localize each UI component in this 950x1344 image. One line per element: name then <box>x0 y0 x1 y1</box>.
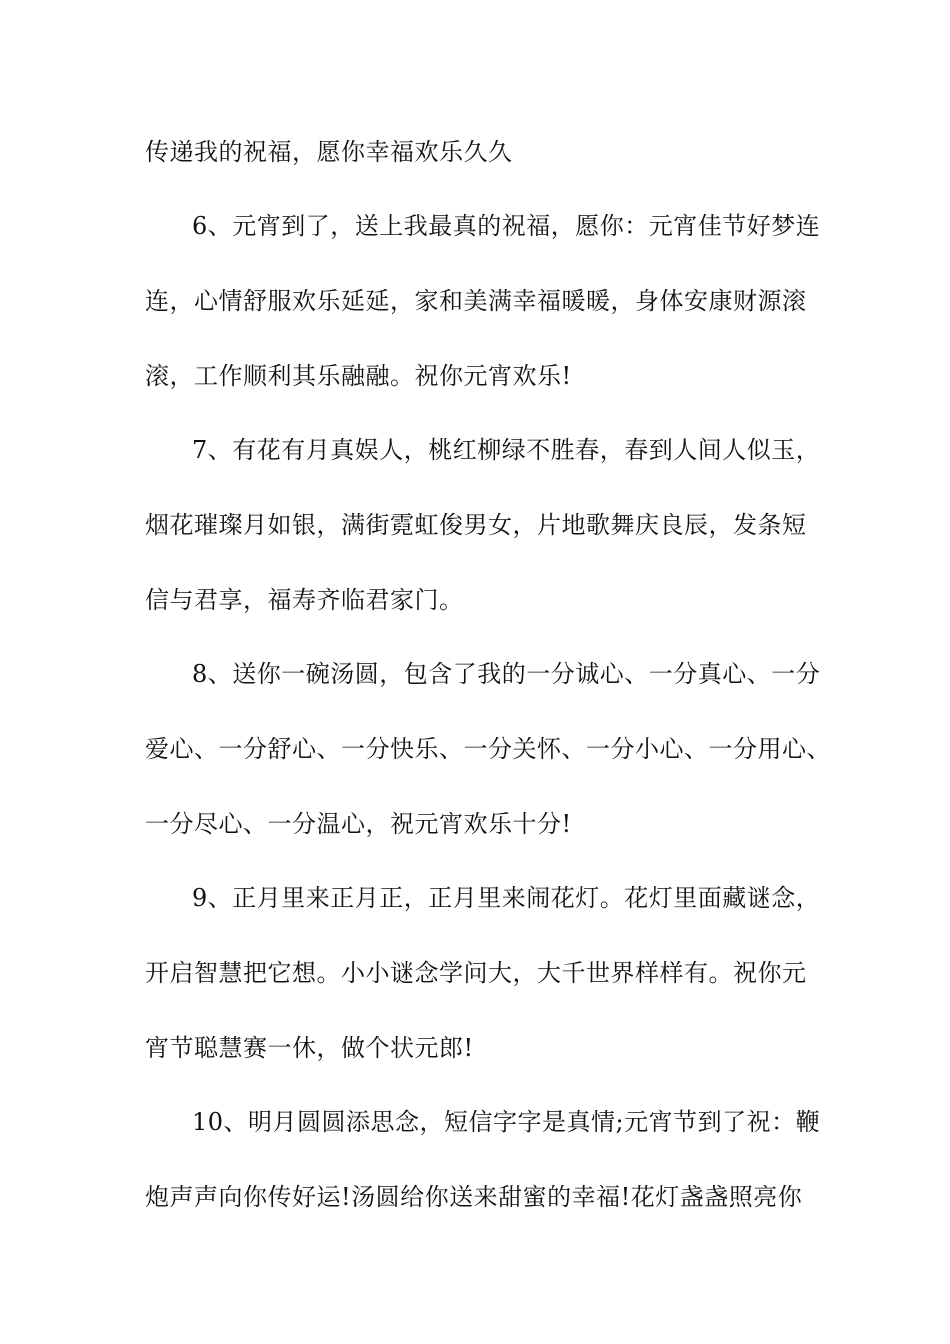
text-line: 开启智慧把它想。小小谜念学问大，大千世界样样有。祝你元 <box>145 959 807 987</box>
paragraph-item-6-line: 6、元宵到了，送上我最真的祝福，愿你：元宵佳节好梦连 <box>192 212 821 240</box>
text-line: 信与君享，福寿齐临君家门。 <box>145 586 464 614</box>
text-line: 传递我的祝福，愿你幸福欢乐久久 <box>145 138 513 166</box>
paragraph-item-10-line: 10、明月圆圆添思念，短信字字是真情;元宵节到了祝：鞭 <box>192 1108 821 1136</box>
text-line: 爱心、一分舒心、一分快乐、一分关怀、一分小心、一分用心、 <box>145 735 831 763</box>
text-line: 连，心情舒服欢乐延延，家和美满幸福暖暖，身体安康财源滚 <box>145 287 807 315</box>
text-line: 炮声声向你传好运!汤圆给你送来甜蜜的幸福!花灯盏盏照亮你 <box>145 1183 803 1211</box>
paragraph-item-9-line: 9、正月里来正月正，正月里来闹花灯。花灯里面藏谜念， <box>192 884 821 912</box>
text-line: 烟花璀璨月如银，满街霓虹俊男女，片地歌舞庆良辰，发条短 <box>145 511 807 539</box>
text-line: 一分尽心、一分温心，祝元宵欢乐十分! <box>145 810 572 838</box>
paragraph-item-7-line: 7、有花有月真娱人，桃红柳绿不胜春，春到人间人似玉， <box>192 436 821 464</box>
text-line: 宵节聪慧赛一休，做个状元郎! <box>145 1034 474 1062</box>
paragraph-item-8-line: 8、送你一碗汤圆，包含了我的一分诚心、一分真心、一分 <box>192 660 821 688</box>
text-line: 滚，工作顺利其乐融融。祝你元宵欢乐! <box>145 362 572 390</box>
